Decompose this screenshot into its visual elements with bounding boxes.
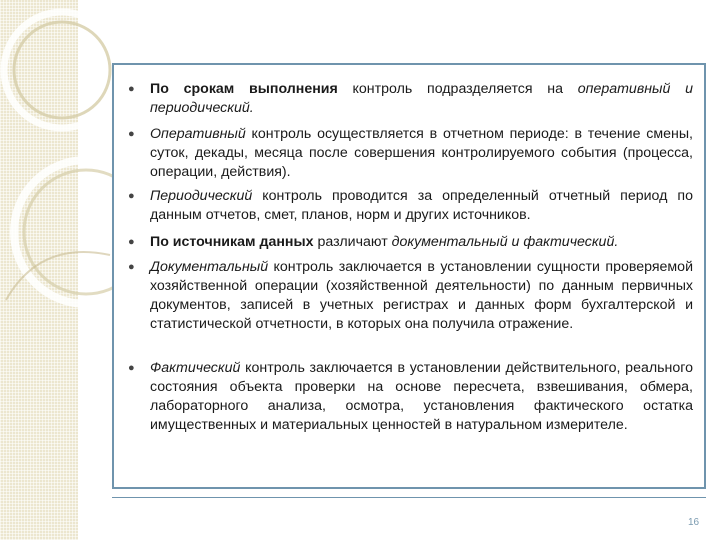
content-frame	[112, 63, 706, 489]
item-text	[150, 258, 693, 334]
item-lead: Документальный	[150, 259, 269, 275]
item-lead: По источникам данных	[150, 234, 314, 250]
bullet-icon: ●	[128, 83, 135, 95]
bullet-icon: ●	[128, 128, 135, 140]
bullet-icon: ●	[128, 261, 135, 273]
bullet-icon: ●	[128, 236, 135, 248]
item-lead: Периодический	[150, 188, 253, 204]
item-middle: контроль подразделяется на	[337, 81, 578, 97]
item-text	[150, 187, 693, 225]
item-rest: контроль осуществляется в отчетном периоде: в течение смены, суток, декады, месяца после совершения контролируемого события (процесса, операции, действия).	[150, 126, 693, 180]
bullet-icon: ●	[128, 190, 135, 202]
item-rest: контроль заключается в установлении действительного, реального состояния объекта проверки на основе пересчета, взвешивания, обмера, лабораторного анализа, осмотра, установления фактического остатка имущественных и материальных ценностей в натуральном измерителе.	[150, 360, 693, 433]
decorative-circles-graphic	[0, 0, 120, 330]
page-number: 16	[688, 517, 700, 528]
item-text	[150, 233, 693, 252]
item-rest: контроль заключается в установлении сущности проверяемой хозяйственной операции (хозяйственной деятельности) по данным первичных документов, записей в учетных регистрах и данных форм бухгалтерской и статистической отчетности, в которых она получила отражение.	[150, 259, 693, 332]
item-term: документальный и фактический.	[391, 234, 619, 250]
item-lead: По срокам выполнения	[150, 81, 338, 97]
item-text	[150, 359, 693, 435]
item-term: оперативный и периодический.	[150, 81, 693, 116]
item-text	[150, 80, 693, 118]
footer-divider	[112, 497, 706, 498]
item-lead: Оперативный	[150, 126, 246, 142]
item-lead: Фактический	[150, 360, 241, 376]
bullet-icon: ●	[128, 362, 135, 374]
item-text	[150, 125, 693, 182]
item-middle: различают	[313, 234, 392, 250]
item-rest: контроль проводится за определенный отчетный период по данным отчетов, смет, планов, норм и других источников.	[150, 188, 693, 223]
